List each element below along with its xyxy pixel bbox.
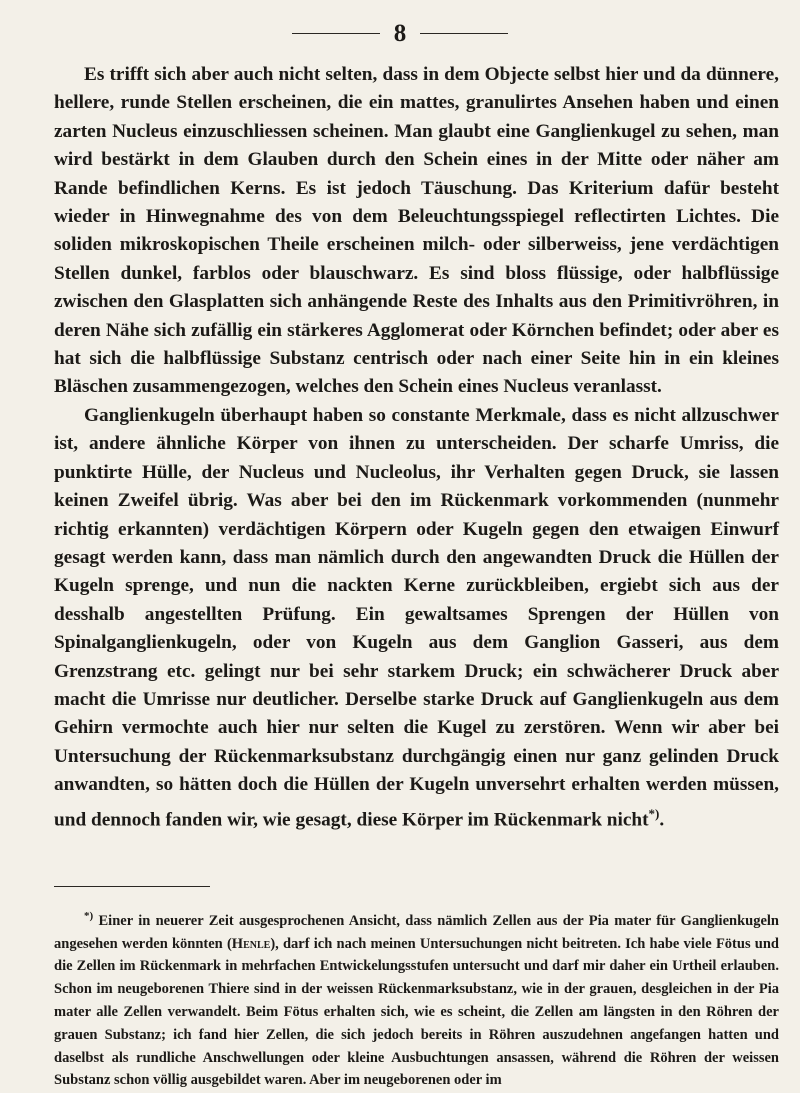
footnote-reference: *) [648,805,660,821]
footnote [54,905,779,1092]
page-header [0,18,800,48]
page-number: 8 [393,19,407,47]
main-text [54,61,779,834]
paragraph-1: Es trifft sich aber auch nicht selten, dass in dem Objecte selbst hier und da dünnere, hellere, runde Stellen erscheinen, die ein mattes, granulirtes Ansehen haben und einen zarten Nucleus einzuschliessen scheinen. Man glaubt eine Ganglienkugel zu sehen, man wird bestärkt in dem Glauben durch den Schein eines in der Mitte oder näher am Rande befindlichen Kerns. Es ist jedoch Täuschung. Das Kriterium dafür besteht wieder in Hinwegnahme des von dem Beleuchtungsspiegel reflectirten Lichtes. Die soliden mikroskopischen Theile erscheinen milch- oder silberweiss, jene verdächtigen Stellen dunkel, farblos oder blauschwarz. Es sind bloss flüssige, oder halbflüssige zwischen den Glasplatten sich anhängende Reste des Inhalts aus den Primitivröhren, in deren Nähe sich zufällig ein stärkeres Agglomerat oder Körnchen befindet; oder aber es hat sich die halbflüssige Substanz centrisch oder nach einer Seite hin in ein kleines Bläschen zusammengezogen, welches den Schein eines Nucleus veranlasst. [54,64,779,398]
footnote-marker: *) [84,910,94,922]
footnote-text-rest: ), darf ich nach meinen Untersuchungen nicht beitreten. Ich habe viele Fötus und die Zellen im Rückenmark in mehrfachen Entwickelungsstufen untersucht und darf mir daher ein Urtheil erlauben. Schon im neugeborenen Thiere sind in der weissen Rückenmarksubstanz, wie in der grauen, desgleichen in der Pia mater alle Zellen verwandelt. Beim Fötus erhalten sich, wie es scheint, die Zellen am längsten in den Röhren der grauen Substanz; ich fand hier Zellen, die sich jedoch bereits in Röhren auszudehnen angefangen hatten und daselbst als rundliche Anschwellungen oder kleine Ausbuchtungen ansassen, während die Röhren der weissen Substanz schon völlig ausgebildet waren. Aber im neugeborenen oder im [54,935,779,1089]
paragraph-2-text: Ganglienkugeln überhaupt haben so constante Merkmale, dass es nicht allzuschwer ist, andere ähnliche Körper von ihnen zu unterscheiden. Der scharfe Umriss, die punktirte Hülle, der Nucleus und Nucleolus, ihr Verhalten gegen Druck, sie lassen keinen Zweifel übrig. Was aber bei den im Rückenmark vorkommenden (nunmehr richtig erkannten) verdächtigen Körpern oder Kugeln gegen den etwaigen Einwurf gesagt werden kann, dass man nämlich durch den angewandten Druck die Hüllen der Kugeln sprenge, und nun die nackten Kerne zurückbleiben, ergiebt sich aus der desshalb angestellten Prüfung. Ein gewaltsames Sprengen der Hüllen von Spinalganglienkugeln, oder von Kugeln aus dem Ganglion Gasseri, aus dem Grenzstrang etc. gelingt nur bei sehr starkem Druck; ein schwächerer Druck aber macht die Umrisse nur deutlicher. Derselbe starke Druck auf Ganglienkugeln aus dem Gehirn vermochte auch hier nur selten die Kugel zu zerstören. Wenn wir aber bei Untersuchung der Rückenmarksubstanz durchgängig einen nur ganz gelinden Druck anwandten, so hätten doch die Hüllen der Kugeln unversehrt erhalten werden müssen, und dennoch fanden wir, wie gesagt, diese Körper im Rückenmark nicht [54,404,779,830]
paragraph-2-end: . [659,808,665,830]
cited-author: Henle [231,935,271,952]
paragraph-2 [54,402,779,835]
header-rule-right [420,33,508,34]
footnote-separator [54,886,210,887]
footnote-text-start: Einer in neuerer Zeit ausgesprochenen Ansicht, dass nämlich Zellen aus der Pia mater für Ganglienkugeln angesehen werden könnten ( [54,912,779,952]
header-rule-left [292,33,380,34]
